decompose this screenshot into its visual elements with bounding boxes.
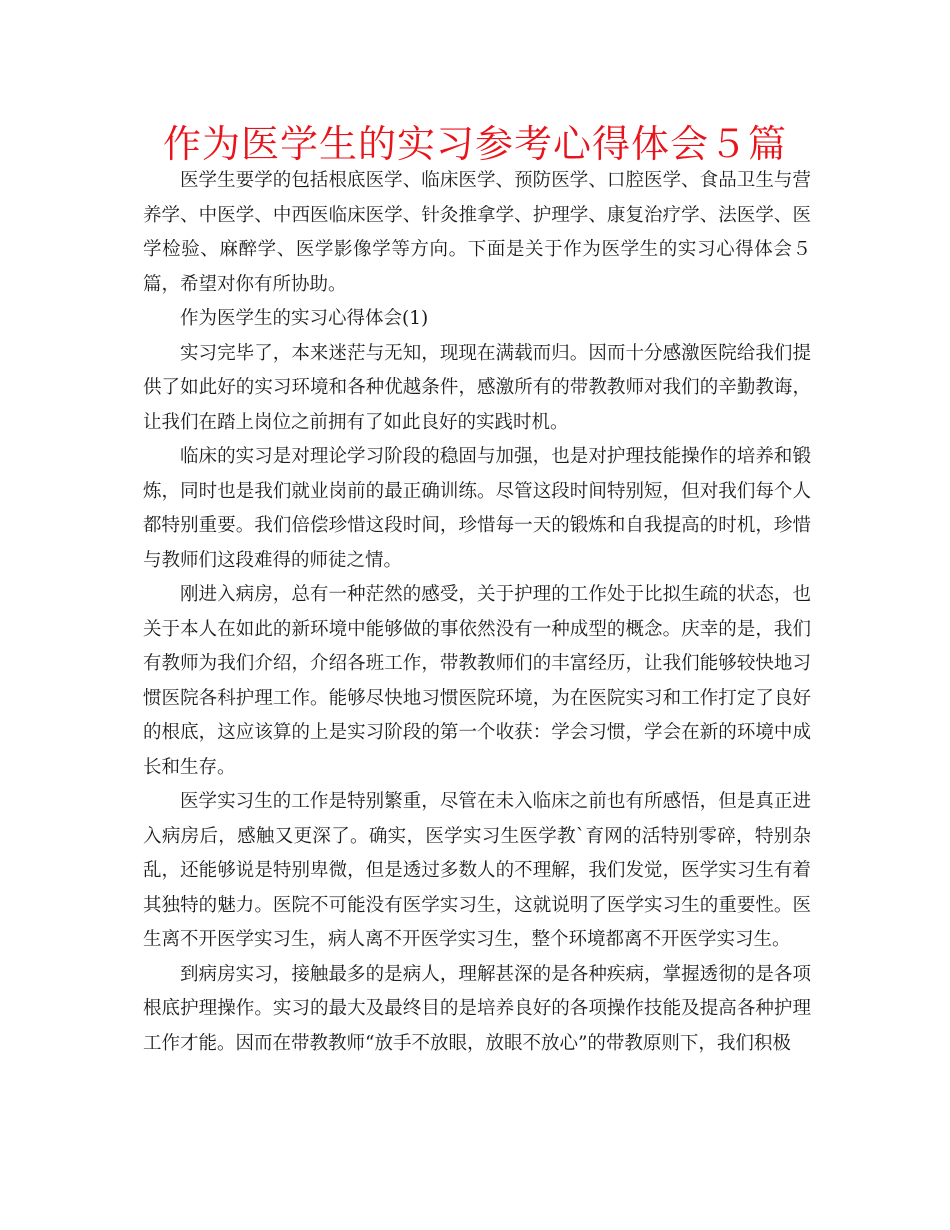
paragraph: 刚进入病房，总有一种茫然的感受，关于护理的工作处于比拟生疏的状态，也关于本人在如此的新环境中能够做的事依然没有一种成型的概念。庆幸的是，我们有教师为我们介绍，介绍各班工作，带教教师们的丰富经历，让我们能够较快地习惯医院各科护理工作。能够尽快地习惯医院环境，为在医院实习和工作打定了良好的根底，这应该算的上是实习阶段的第一个收获：学会习惯，学会在新的环境中成长和生存。: [143, 584, 811, 778]
paragraph: 到病房实习，接触最多的是病人，理解甚深的是各种疾病，掌握透彻的是各项根底护理操作。实习的最大及最终目的是培养良好的各项操作技能及提高各种护理工作才能。因而在带教教师“放手不放眼，放眼不放心”的带教原则下，我们积极: [143, 963, 811, 1054]
paragraph: 医学实习生的工作是特别繁重，尽管在未入临床之前也有所感悟，但是真正进入病房后，感触又更深了。确实，医学实习生医学教`育网的活特别零碎，特别杂乱，还能够说是特别卑微，但是透过多数人的不理解，我们发觉，医学实习生有着其独特的魅力。医院不可能没有医学实习生，这就说明了医学实习生的重要性。医生离不开医学实习生，病人离不开医学实习生，整个环境都离不开医学实习生。: [143, 791, 811, 950]
paragraph-intro: 医学生要学的包括根底医学、临床医学、预防医学、口腔医学、食品卫生与营养学、中医学、中西医临床医学、针灸推拿学、护理学、康复治疗学、法医学、医学检验、麻醉学、医学影像学等方向。下面是关于作为医学生的实习心得体会５篇，希望对你有所协助。: [143, 170, 811, 295]
paragraph: 实习完毕了，本来迷茫与无知，现现在满载而归。因而十分感激医院给我们提供了如此好的实习环境和各种优越条件，感激所有的带教教师对我们的辛勤教诲，让我们在踏上岗位之前拥有了如此良好的实践时机。: [143, 342, 811, 433]
document-body: [143, 164, 811, 1061]
section-heading: 作为医学生的实习心得体会(1): [180, 308, 429, 329]
paragraph: 临床的实习是对理论学习阶段的稳固与加强，也是对护理技能操作的培养和锻炼，同时也是我们就业岗前的最正确训练。尽管这段时间特别短，但对我们每个人都特别重要。我们倍偿珍惜这段时间，珍惜每一天的锻炼和自我提高的时机，珍惜与教师们这段难得的师徒之情。: [143, 446, 811, 571]
document-title: 作为医学生的实习参考心得体会５篇: [162, 122, 787, 166]
